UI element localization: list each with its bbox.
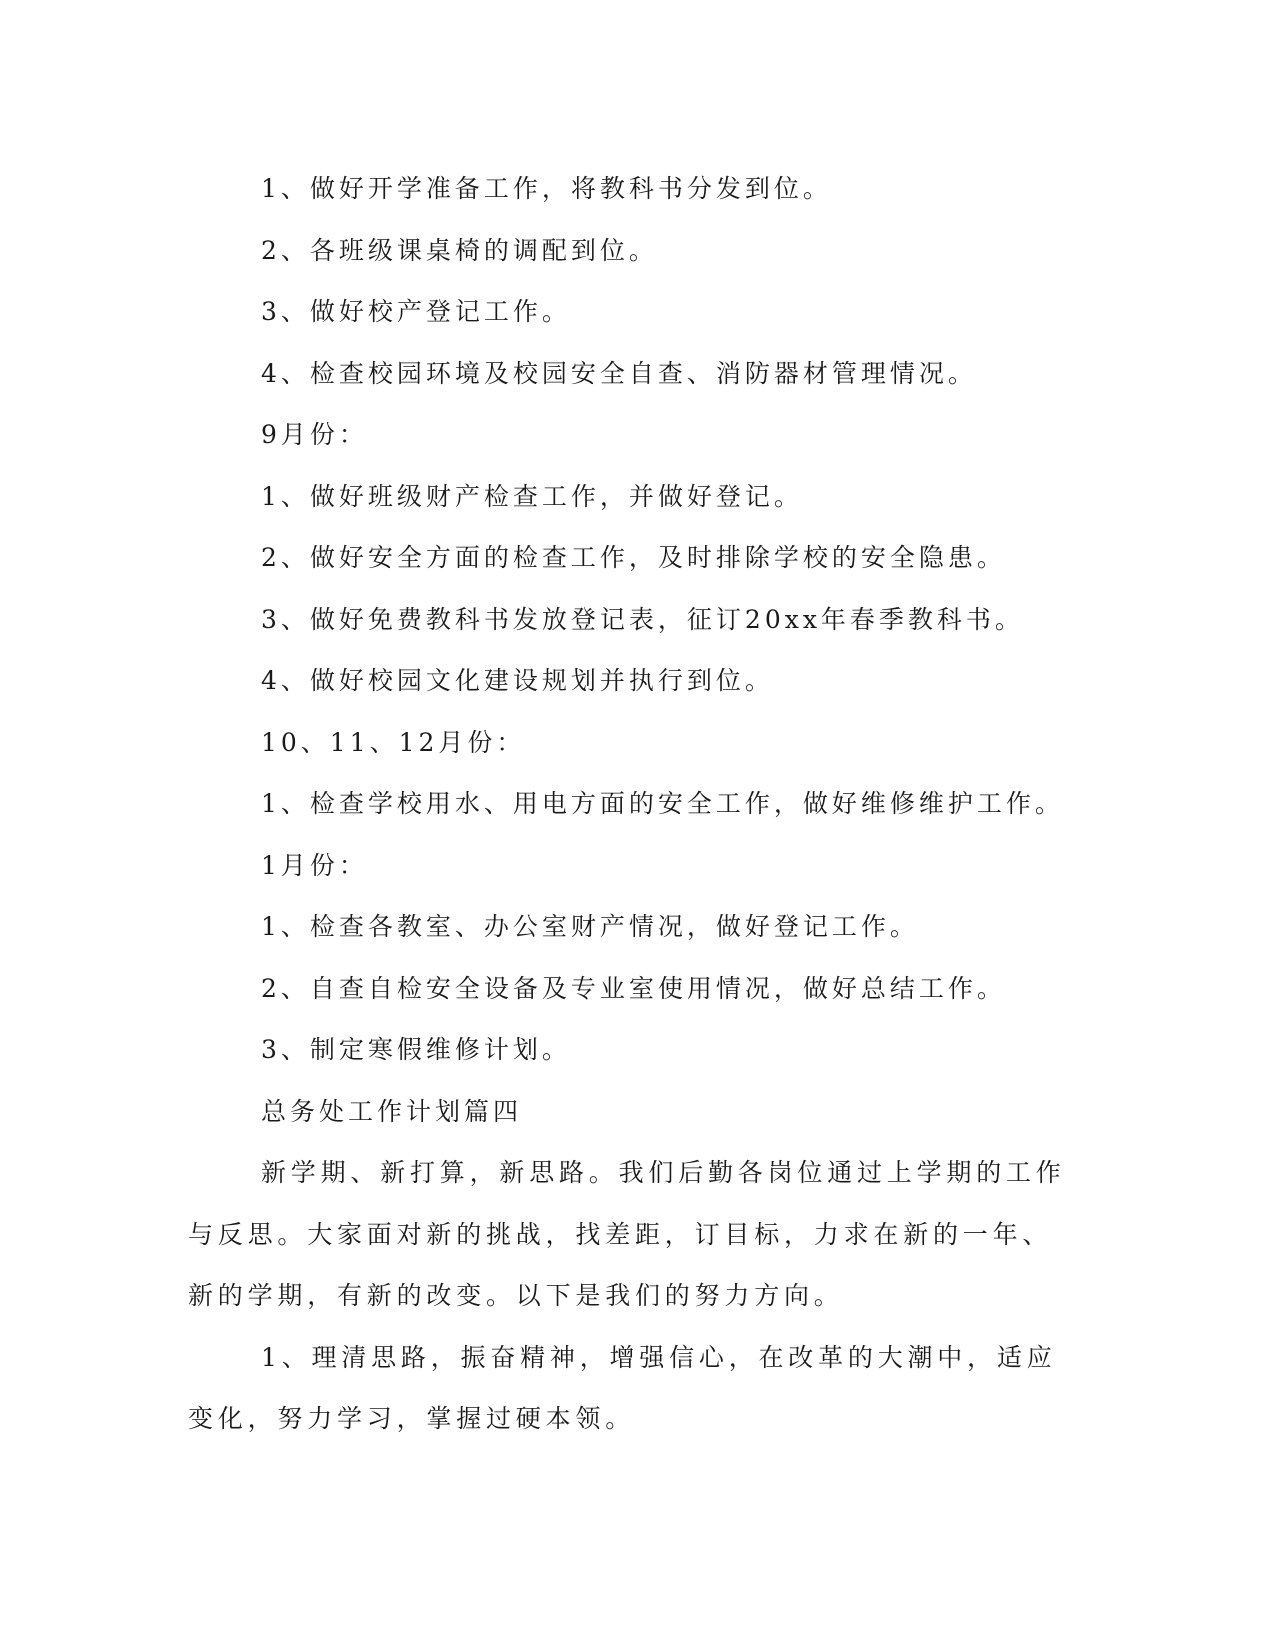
list-item: 1、做好开学准备工作，将教科书分发到位。 bbox=[261, 174, 832, 203]
list-item: 1、检查各教室、办公室财产情况，做好登记工作。 bbox=[261, 912, 919, 941]
section-title: 总务处工作计划篇四 bbox=[261, 1096, 523, 1126]
intro-paragraph: 新学期、新打算，新思路。我们后勤各岗位通过上学期的工作与反思。大家面对新的挑战，找差距，订目标，力求在新的一年、新的学期，有新的改变。以下是我们的努力方向。 bbox=[188, 1158, 1066, 1310]
section-heading-january: 1月份： bbox=[261, 850, 368, 880]
list-item: 4、做好校园文化建设规划并执行到位。 bbox=[261, 666, 774, 695]
list-item: 3、制定寒假维修计划。 bbox=[261, 1035, 571, 1064]
list-item: 3、做好免费教科书发放登记表，征订20xx年春季教科书。 bbox=[261, 604, 1024, 634]
document-body bbox=[188, 158, 1068, 1450]
section-heading-september: 9月份： bbox=[261, 420, 368, 449]
list-item: 1、做好班级财产检查工作，并做好登记。 bbox=[261, 481, 803, 511]
list-item: 3、做好校产登记工作。 bbox=[261, 297, 571, 326]
list-item: 2、自查自检安全设备及专业室使用情况，做好总结工作。 bbox=[261, 973, 1006, 1003]
list-item: 1、检查学校用水、用电方面的安全工作，做好维修维护工作。 bbox=[261, 789, 1064, 818]
list-item: 4、检查校园环境及校园安全自查、消防器材管理情况。 bbox=[261, 358, 977, 388]
list-item: 2、各班级课桌椅的调配到位。 bbox=[261, 235, 658, 265]
body-paragraph: 1、理清思路，振奋精神，增强信心，在改革的大潮中，适应变化，努力学习，掌握过硬本领。 bbox=[188, 1342, 1057, 1433]
list-item: 2、做好安全方面的检查工作，及时排除学校的安全隐患。 bbox=[261, 543, 1006, 572]
section-heading-oct-nov-dec: 10、11、12月份： bbox=[261, 727, 526, 757]
